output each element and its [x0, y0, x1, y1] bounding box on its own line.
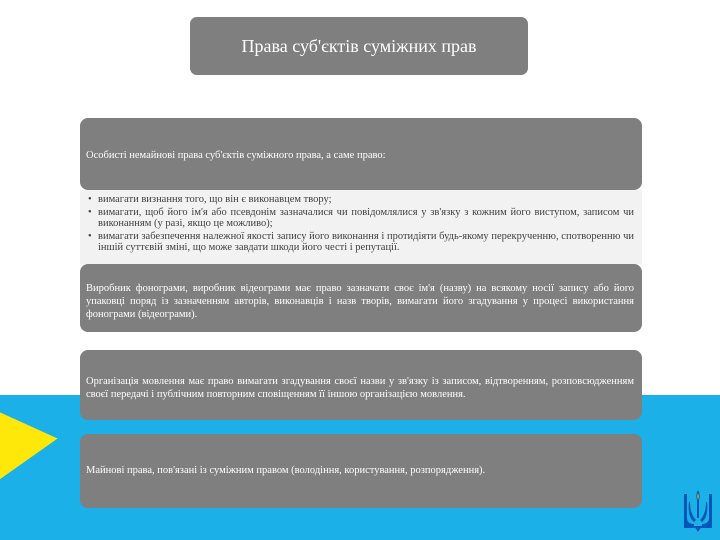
moral-right-item: • вимагати забезпечення належної якості запису його виконання і протидіяти будь-якому перекрученню, спотворенню чи іншій суттєвій зміні, що може завдати шкоди його честі і репутації. [98, 231, 634, 254]
moral-rights-heading: Особисті немайнові права суб'єктів суміжного права, а саме право: [86, 150, 386, 161]
moral-right-item: • вимагати визнання того, що він є виконавцем твору; [98, 194, 634, 206]
slide-title [190, 17, 528, 75]
tryzub-icon [680, 488, 716, 534]
property-rights-text: Майнові права, пов'язані із суміжним правом (володіння, користування, розпорядження). [86, 465, 486, 476]
phonogram-producer-text: Виробник фонограми, виробник відеограми має право зазначати своє ім'я (назву) на всякому носії запису або його упаковці поряд із зазначенням авторів, виконавців і назв творів, вимагати його згадування у процесі використання фонограми (відеограми). [86, 283, 634, 320]
broadcasting-org-text: Організація мовлення має право вимагати згадування своєї назви у зв'язку із записом, відтворенням, розповсюдженням своєї передачі і публічним повторним сповіщенням її іншою організацією мовлення. [86, 376, 634, 400]
moral-rights-box [80, 118, 642, 190]
moral-right-item: • вимагати, щоб його ім'я або псевдонім зазначалися чи повідомлялися у зв'язку з кожним його виступом, записом чи виконанням (у разі, якщо це можливо); [98, 207, 634, 230]
slide-title-text: Права суб'єктів суміжних прав [241, 35, 477, 56]
property-rights-box [80, 434, 642, 508]
moral-rights-list [80, 190, 642, 264]
broadcasting-org-box [80, 350, 642, 420]
phonogram-producer-box [80, 264, 642, 332]
